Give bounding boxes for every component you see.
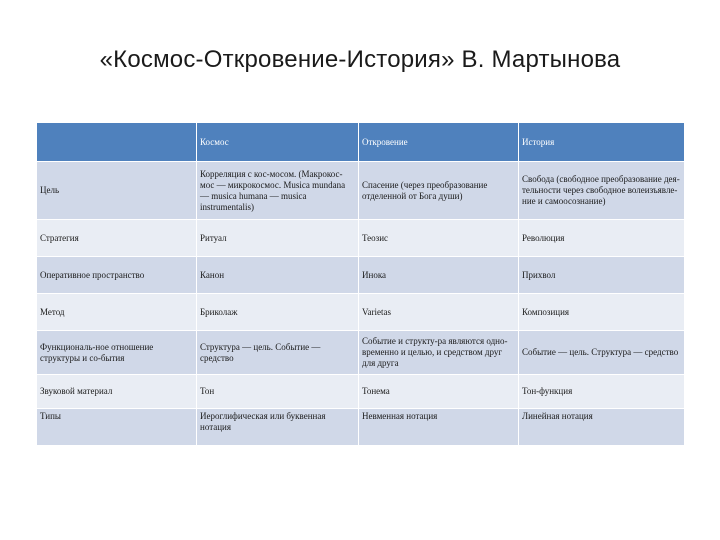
- table-header-row: [37, 123, 685, 162]
- table-cell: Бриколаж: [197, 294, 359, 331]
- header-cell-history: История: [519, 123, 685, 162]
- table-cell: Иероглифическая или буквенная нотация: [197, 409, 359, 446]
- header-cell-empty: [37, 123, 197, 162]
- table-cell: Свобода (свободное преобразование дея-тельности через свободное волеизъявле-ние и самоосознание): [519, 162, 685, 220]
- table-cell: Событие — цель. Структура — средство: [519, 331, 685, 375]
- comparison-table: [36, 122, 685, 446]
- table-cell: Невменная нотация: [359, 409, 519, 446]
- table-row: [37, 375, 685, 409]
- table-cell: Тон-функция: [519, 375, 685, 409]
- table-row: [37, 162, 685, 220]
- table-row: [37, 220, 685, 257]
- table-cell: Спасение (через преобразование отделенной от Бога души): [359, 162, 519, 220]
- row-label: Типы: [37, 409, 197, 446]
- table-cell: Композиция: [519, 294, 685, 331]
- table-cell: Линейная нотация: [519, 409, 685, 446]
- table-cell: Тон: [197, 375, 359, 409]
- header-cell-cosmos: Космос: [197, 123, 359, 162]
- table-cell: Прихвол: [519, 257, 685, 294]
- table-row: [37, 294, 685, 331]
- table-cell: Событие и структу-ра являются одно-временно и целью, и средством друг для друга: [359, 331, 519, 375]
- table-cell: Теозис: [359, 220, 519, 257]
- table-cell: Корреляция с кос-мосом. (Макрокос-мос — микрокосмос. Musica mundana — musica humana — musica instrumentalis): [197, 162, 359, 220]
- table-cell: Varietas: [359, 294, 519, 331]
- row-label: Метод: [37, 294, 197, 331]
- table-cell: Ритуал: [197, 220, 359, 257]
- row-label: Стратегия: [37, 220, 197, 257]
- header-cell-revelation: Откровение: [359, 123, 519, 162]
- row-label: Оперативное пространство: [37, 257, 197, 294]
- table-cell: Инока: [359, 257, 519, 294]
- table-row: [37, 409, 685, 446]
- table-cell: Революция: [519, 220, 685, 257]
- table-row: [37, 331, 685, 375]
- table-row: [37, 257, 685, 294]
- table-cell: Канон: [197, 257, 359, 294]
- row-label: Функциональ-ное отношение структуры и со-бытия: [37, 331, 197, 375]
- slide-title: «Космос-Откровение-История» В. Мартынова: [99, 46, 621, 73]
- row-label: Цель: [37, 162, 197, 220]
- table-cell: Структура — цель. Событие — средство: [197, 331, 359, 375]
- row-label: Звуковой материал: [37, 375, 197, 409]
- table-cell: Тонема: [359, 375, 519, 409]
